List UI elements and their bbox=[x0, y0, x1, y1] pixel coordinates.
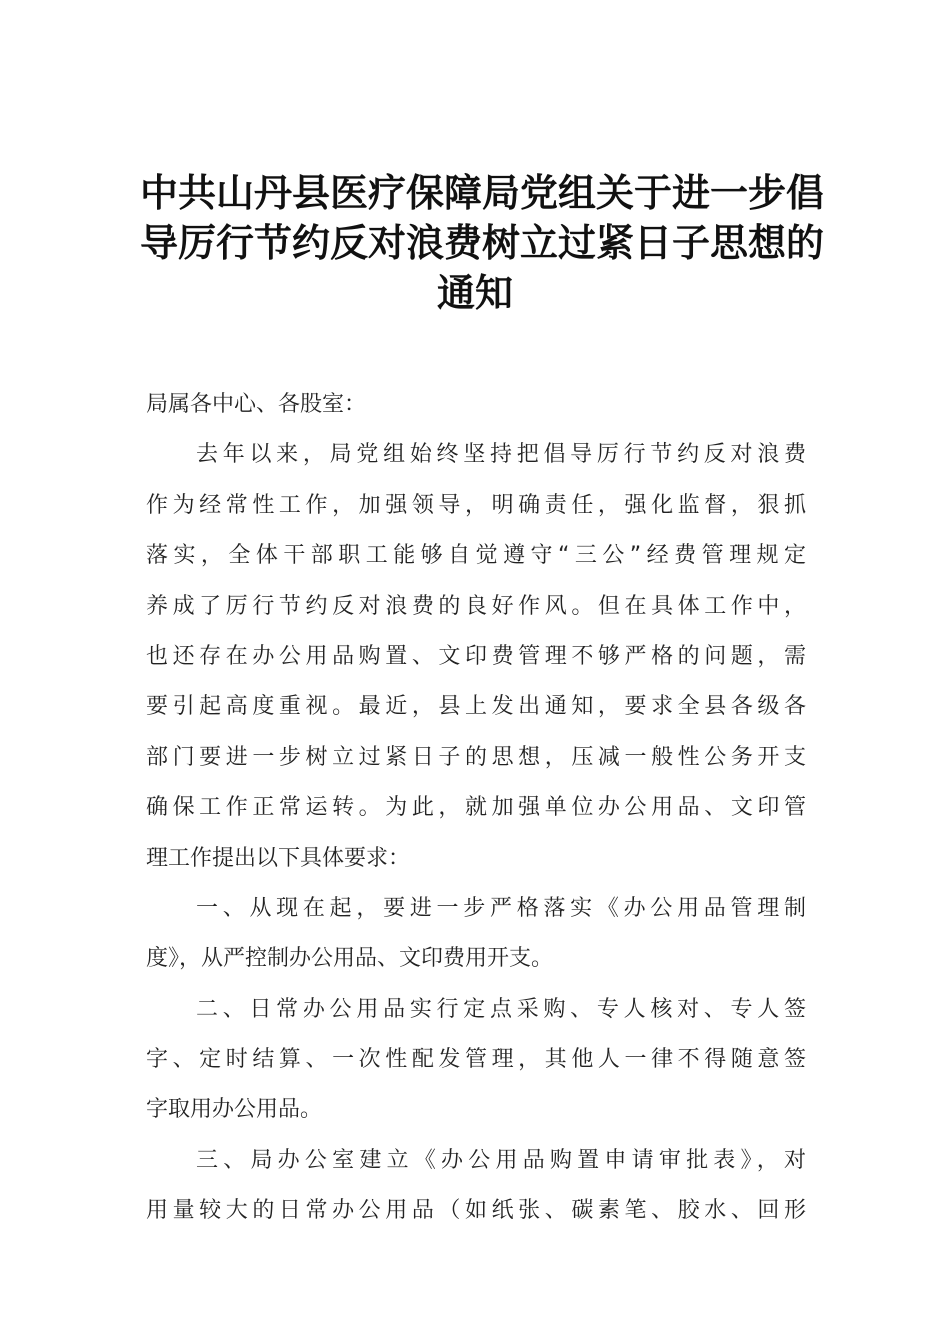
body-line: 字取用办公用品。 bbox=[146, 1097, 323, 1123]
body-line: 度》，从严控制办公用品、文印费用开支。 bbox=[146, 946, 554, 972]
title-line-3: 通知 bbox=[436, 270, 513, 315]
document-body bbox=[146, 380, 806, 1237]
body-line: 养成了厉行节约反对浪费的良好作风。但在具体工作中， bbox=[146, 593, 806, 619]
title-line-2: 导厉行节约反对浪费树立过紧日子思想的 bbox=[140, 220, 825, 265]
body-line: 要引起高度重视。最近，县上发出通知，要求全县各级各 bbox=[146, 694, 806, 720]
body-line: 确保工作正常运转。为此，就加强单位办公用品、文印管 bbox=[146, 795, 806, 821]
body-line: 部门要进一步树立过紧日子的思想，压减一般性公务开支 bbox=[146, 744, 806, 770]
requirement-item-1: 一、从现在起，要进一步严格落实《办公用品管理制 bbox=[196, 895, 806, 921]
body-line: 作为经常性工作，加强领导，明确责任，强化监督，狠抓 bbox=[146, 492, 806, 518]
salutation: 局属各中心、各股室： bbox=[146, 392, 367, 417]
body-line: 也还存在办公用品购置、文印费管理不够严格的问题，需 bbox=[146, 643, 806, 669]
requirement-item-2: 二、日常办公用品实行定点采购、专人核对、专人签 bbox=[196, 996, 806, 1022]
requirement-item-3: 三、局办公室建立《办公用品购置申请审批表》，对 bbox=[196, 1147, 806, 1173]
body-line: 字、定时结算、一次性配发管理，其他人一律不得随意签 bbox=[146, 1047, 806, 1073]
body-line: 落实，全体干部职工能够自觉遵守“三公”经费管理规定 bbox=[146, 543, 806, 569]
document-title bbox=[140, 168, 825, 318]
body-line: 去年以来，局党组始终坚持把倡导厉行节约反对浪费 bbox=[196, 442, 806, 468]
title-line-1: 中共山丹县医疗保障局党组关于进一步倡 bbox=[140, 170, 825, 215]
body-line: 理工作提出以下具体要求： bbox=[146, 845, 411, 871]
body-line: 用量较大的日常办公用品（如纸张、碳素笔、胶水、回形 bbox=[146, 1198, 806, 1224]
